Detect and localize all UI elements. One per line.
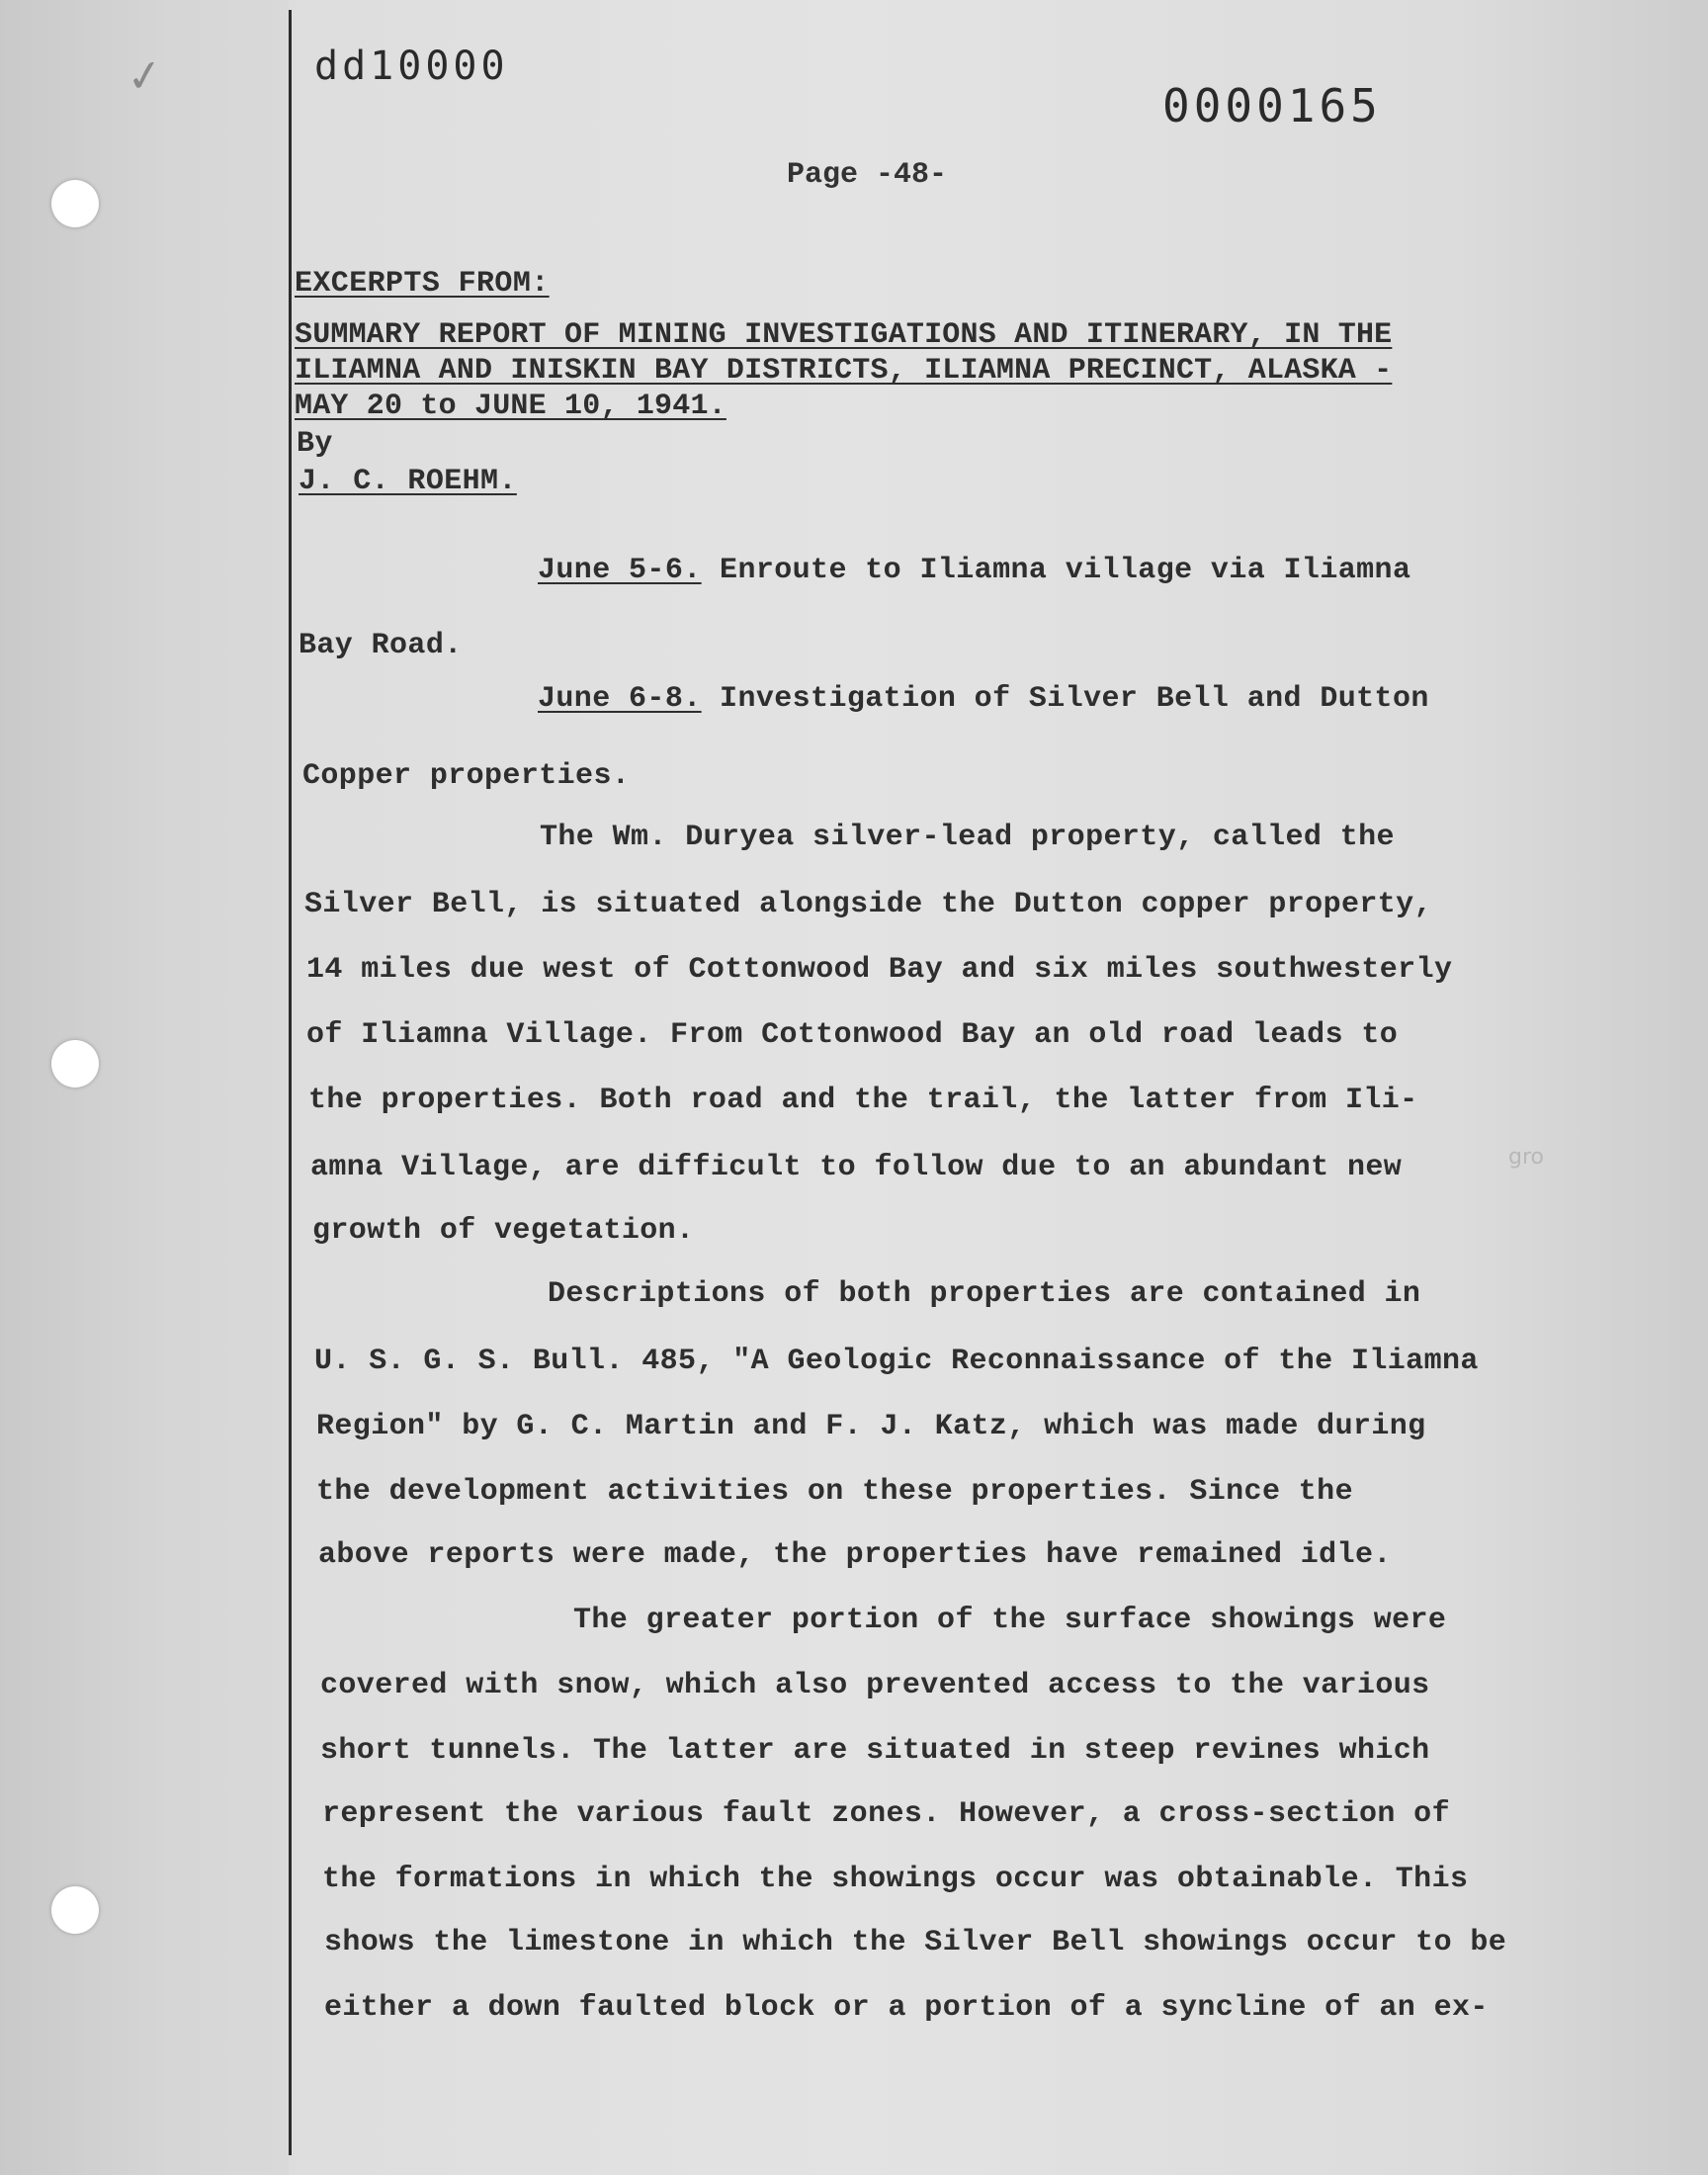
- body-line: the properties. Both road and the trail, the latter from Ili-: [308, 1084, 1418, 1117]
- body-line: either a down faulted block or a portion of a syncline of an ex-: [324, 1991, 1489, 2025]
- punch-hole-middle: [51, 1040, 99, 1088]
- body-line: Silver Bell, is situated alongside the Dutton copper property,: [304, 888, 1432, 921]
- entry-date: June 6-8.: [538, 682, 702, 716]
- body-line: the formations in which the showings occur was obtainable. This: [322, 1863, 1469, 1896]
- body-line: 14 miles due west of Cottonwood Bay and six miles southwesterly: [306, 953, 1453, 987]
- excerpts-heading: EXCERPTS FROM:: [295, 267, 550, 301]
- report-title-line: ILIAMNA AND INISKIN BAY DISTRICTS, ILIAMNA PRECINCT, ALASKA -: [295, 354, 1393, 388]
- body-line: above reports were made, the properties have remained idle.: [318, 1538, 1392, 1572]
- body-line: amna Village, are difficult to follow due to an abundant new: [310, 1151, 1403, 1184]
- body-line: growth of vegetation.: [312, 1214, 695, 1248]
- entry-date: June 5-6.: [538, 554, 702, 587]
- body-line: U. S. G. S. Bull. 485, "A Geologic Reconnaissance of the Iliamna: [314, 1345, 1479, 1378]
- document-code-left: dd10000: [314, 44, 509, 89]
- binding-margin: [0, 0, 289, 2175]
- entry-text: Investigation of Silver Bell and Dutton: [701, 682, 1429, 716]
- itinerary-entry: [538, 682, 1429, 716]
- body-line: shows the limestone in which the Silver Bell showings occur to be: [324, 1926, 1507, 1959]
- margin-rule: [289, 10, 292, 2155]
- body-line: short tunnels. The latter are situated in steep revines which: [320, 1734, 1430, 1768]
- itinerary-entry: [538, 554, 1410, 587]
- body-line: Copper properties.: [302, 759, 631, 793]
- body-line: Region" by G. C. Martin and F. J. Katz, which was made during: [316, 1410, 1426, 1443]
- faint-stray-mark: gro: [1508, 1145, 1544, 1170]
- punch-hole-bottom: [51, 1886, 99, 1934]
- body-line: The Wm. Duryea silver-lead property, called the: [540, 821, 1395, 854]
- punch-hole-top: [51, 180, 99, 227]
- author-name: J. C. ROEHM.: [299, 465, 517, 498]
- body-line: represent the various fault zones. However, a cross-section of: [322, 1797, 1450, 1831]
- report-title-line: MAY 20 to JUNE 10, 1941.: [295, 390, 726, 423]
- body-line: of Iliamna Village. From Cottonwood Bay an old road leads to: [306, 1018, 1399, 1052]
- body-line: the development activities on these properties. Since the: [316, 1475, 1353, 1509]
- byline-label: By: [297, 427, 333, 461]
- body-line: Descriptions of both properties are contained in: [548, 1277, 1421, 1311]
- body-line: covered with snow, which also prevented access to the various: [320, 1669, 1430, 1702]
- document-code-right: 0000165: [1162, 79, 1382, 132]
- check-mark-icon: ✓: [123, 48, 167, 105]
- body-line: Bay Road.: [299, 629, 463, 662]
- page-number: Page -48-: [787, 158, 948, 192]
- report-title-line: SUMMARY REPORT OF MINING INVESTIGATIONS AND ITINERARY, IN THE: [295, 318, 1393, 352]
- entry-text: Enroute to Iliamna village via Iliamna: [701, 554, 1411, 587]
- body-line: The greater portion of the surface showings were: [573, 1604, 1447, 1637]
